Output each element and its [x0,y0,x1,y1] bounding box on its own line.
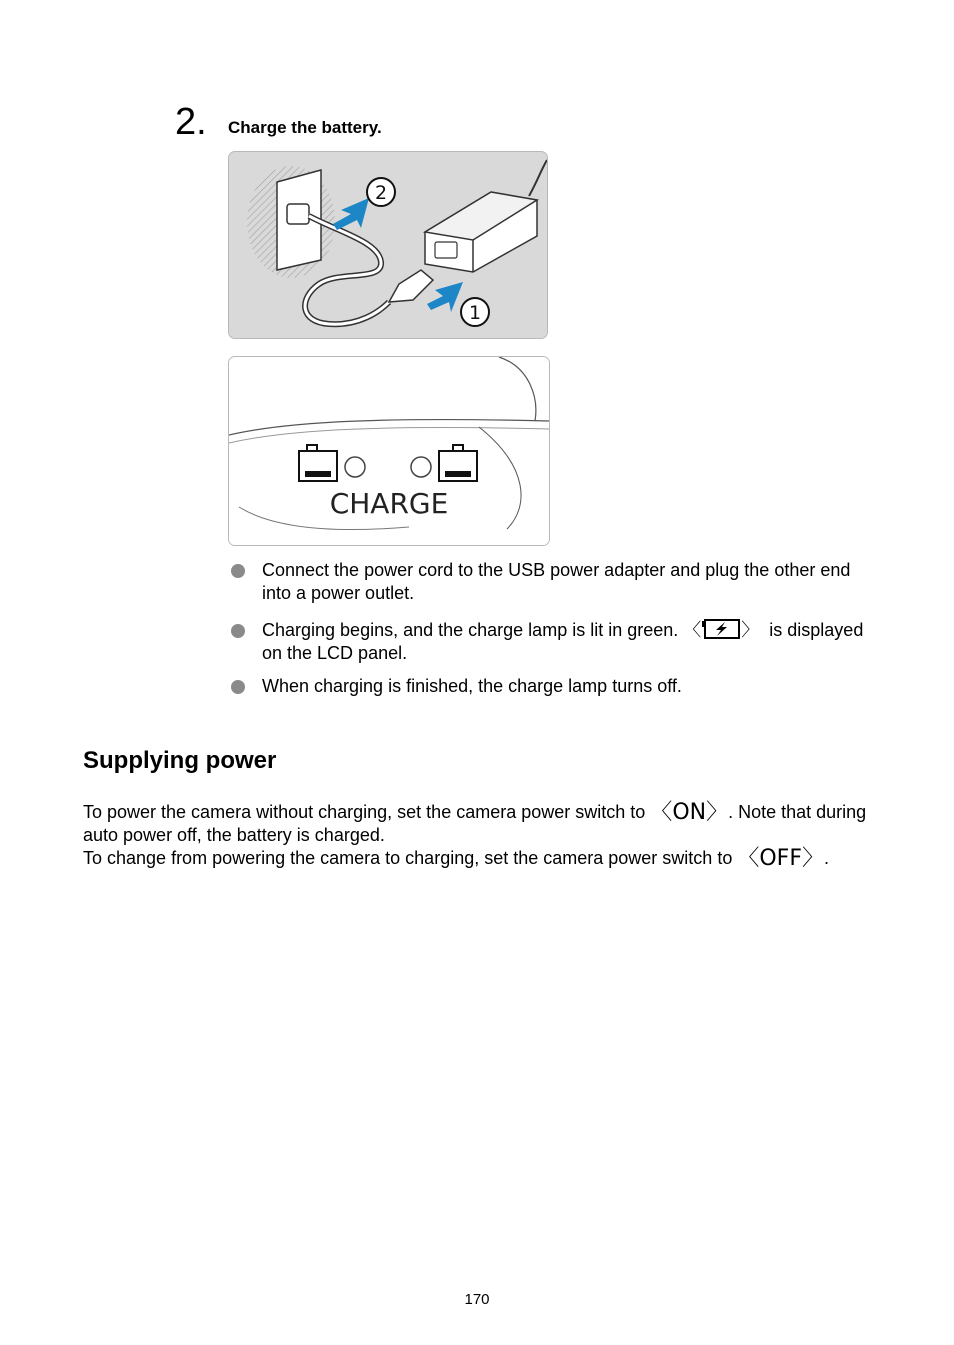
charge-lamp-illustration [228,356,550,546]
charge-label: CHARGE [329,487,449,520]
paragraph: To change from powering the camera to charging, set the camera power switch to 〈OFF〉. [83,846,830,871]
page-number: 170 [464,1291,490,1308]
paragraph: To power the camera without charging, set the camera power switch to 〈ON〉. Note that during auto power off, the battery is charged. [83,800,867,845]
bullet-list [228,559,868,698]
power-on-symbol: 〈ON〉 [650,800,729,825]
bullet-icon [231,680,245,694]
battery-slot-icon [439,445,477,481]
svg-text:2: 2 [374,182,388,204]
adapter-illustration [228,151,548,339]
battery-charging-icon [701,619,741,639]
step-title: Charge the battery. [228,118,382,137]
charge-lamp-right [411,457,431,477]
list-item [228,675,868,698]
bullet-text: When charging is finished, the charge lamp turns off. [262,676,682,696]
bullet-text: Charging begins, and the charge lamp is lit in green. [262,620,679,640]
bullet-icon [231,564,245,578]
battery-slot-icon [299,445,337,481]
section-body [83,801,883,870]
section-title: Supplying power [83,747,277,774]
list-item: Charging begins, and the charge lamp is lit in green. 〈 〉 is displayed on the LCD panel. [228,619,868,665]
plug-icon [287,204,309,224]
charge-lamp-left [345,457,365,477]
bullet-text: Connect the power cord to the USB power adapter and plug the other end into a power outlet. [262,560,851,603]
power-off-symbol: 〈OFF〉 [737,846,824,871]
adapter-outlet-drawing [229,152,548,339]
svg-text:1: 1 [468,302,482,324]
bullet-text: is displayed on the LCD panel. [262,620,864,663]
step-number: 2. [175,101,207,143]
bullet-icon [231,624,245,638]
list-item [228,559,868,605]
charge-lamp-drawing [229,357,550,546]
